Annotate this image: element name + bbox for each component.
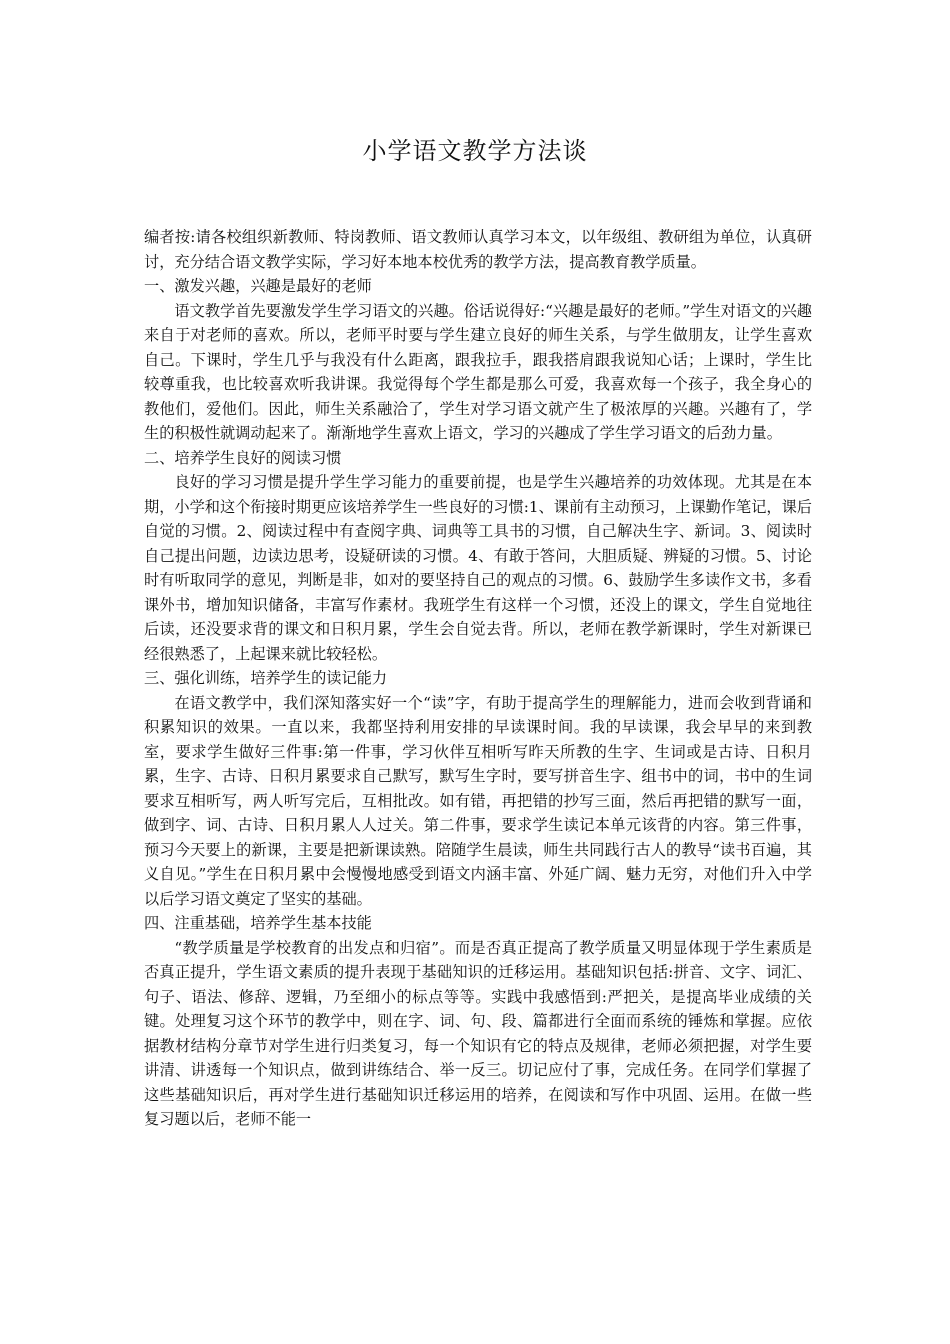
section-heading: 二、培养学生良好的阅读习惯 <box>144 448 342 467</box>
section-paragraph: 良好的学习习惯是提升学生学习能力的重要前提，也是学生兴趣培养的功效体现。尤其是在本期，小学和这个衔接时期更应该培养学生一些良好的习惯:1、课前有主动预习，上课勤作笔记，课后自觉的习惯。2、阅读过程中有查阅字典、词典等工具书的习惯，自己解决生字、新词。3、阅读时自己提出问题，边读边思考，设疑研读的习惯。4、有敢于答问，大胆质疑、辨疑的习惯。5、讨论时有听取同学的意见，判断是非，如对的要坚持自己的观点的习惯。6、鼓励学生多读作文书，多看课外书，增加知识储备，丰富写作素材。我班学生有这样一个习惯，还没上的课文，学生自觉地往后读，还没要求背的课文和日积月累，学生会自觉去背。所以，老师在教学新课时，学生对新课已经很熟悉了，上起课来就比较轻松。 <box>144 473 812 663</box>
section-paragraph: 在语文教学中，我们深知落实好一个“读”字，有助于提高学生的理解能力，进而会收到背诵和积累知识的效果。一直以来，我都坚持利用安排的早读课时间。我的早读课，我会早早的来到教室，要求学生做好三件事:第一件事，学习伙伴互相听写昨天所教的生字、生词或是古诗、日积月累，生字、古诗、日积月累要求自己默写，默写生字时，要写拼音生字、组书中的词，书中的生词要求互相听写，两人听写完后，互相批改。如有错，再把错的抄写三面，然后再把错的默写一面，做到字、词、古诗、日积月累人人过关。第二件事，要求学生读记本单元该背的内容。第三件事，预习今天要上的新课，主要是把新课读熟。陪随学生晨读，师生共同践行古人的教导“读书百遍，其义自见。”学生在日积月累中会慢慢地感受到语文内涵丰富、外延广阔、魅力无穷，对他们升入中学以后学习语文奠定了坚实的基础。 <box>144 693 812 908</box>
document-title: 小学语文教学方法谈 <box>362 137 588 165</box>
document-body <box>144 225 812 1132</box>
section-paragraph: “教学质量是学校教育的出发点和归宿”。而是否真正提高了教学质量又明显体现于学生素质是否真正提升，学生语文素质的提升表现于基础知识的迁移运用。基础知识包括:拼音、文字、词汇、句子、语法、修辞、逻辑，乃至细小的标点等等。实践中我感悟到:严把关，是提高毕业成绩的关键。处理复习这个环节的教学中，则在字、词、句、段、篇都进行全面而系统的锤炼和掌握。应依据教材结构分章节对学生进行归类复习，每一个知识有它的特点及规律，老师必须把握，对学生要讲清、讲透每一个知识点，做到讲练结合、举一反三。切记应付了事，完成任务。在同学们掌握了这些基础知识后，再对学生进行基础知识迁移运用的培养，在阅读和写作中巩固、运用。在做一些复习题以后，老师不能一 <box>144 938 812 1128</box>
section-heading: 四、注重基础，培养学生基本技能 <box>144 914 372 932</box>
editor-note: 编者按:请各校组织新教师、特岗教师、语文教师认真学习本文，以年级组、教研组为单位，认真研讨，充分结合语文教学实际，学习好本地本校优秀的教学方法，提高教育教学质量。 <box>144 228 812 271</box>
section-paragraph: 语文教学首先要激发学生学习语文的兴趣。俗话说得好:“兴趣是最好的老师。”学生对语文的兴趣来自于对老师的喜欢。所以，老师平时要与学生建立良好的师生关系，与学生做朋友，让学生喜欢自己。下课时，学生几乎与我没有什么距离，跟我拉手，跟我搭肩跟我说知心话；上课时，学生比较尊重我，也比较喜欢听我讲课。我觉得每个学生都是那么可爱，我喜欢每一个孩子，我全身心的教他们，爱他们。因此，师生关系融洽了，学生对学习语文就产生了极浓厚的兴趣。兴趣有了，学生的积极性就调动起来了。渐渐地学生喜欢上语文，学习的兴趣成了学生学习语文的后劲力量。 <box>144 301 812 442</box>
section-heading: 一、激发兴趣，兴趣是最好的老师 <box>144 277 372 295</box>
section-heading: 三、强化训练，培养学生的读记能力 <box>144 669 387 687</box>
